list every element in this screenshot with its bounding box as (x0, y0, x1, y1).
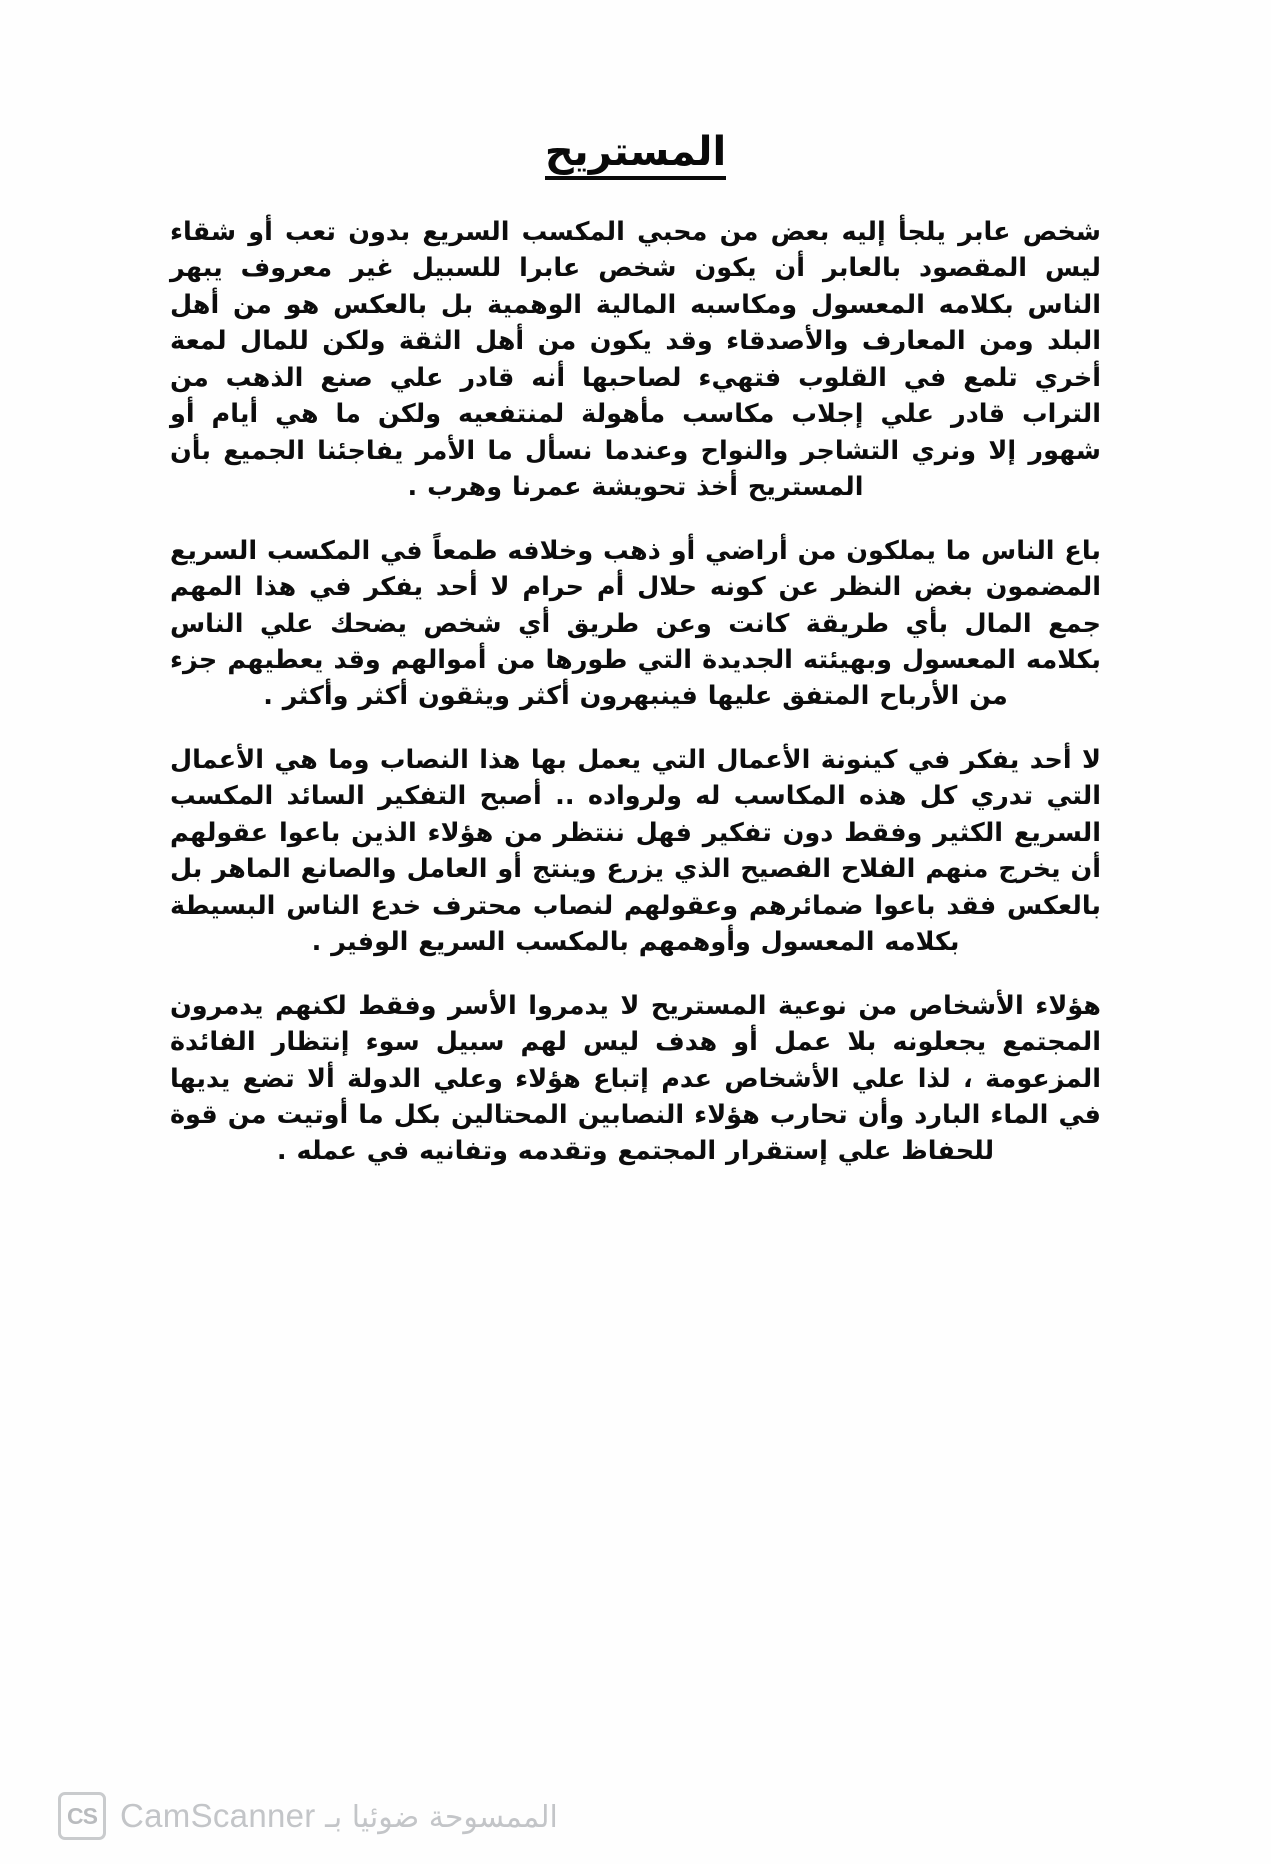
paragraph-2: باع الناس ما يملكون من أراضي أو ذهب وخلافه طمعاً في المكسب السريع المضمون بغض النظر عن كونه حلال أم حرام لا أحد يفكر في هذا المهم جمع المال بأي طريقة كانت وعن طريق أي شخص يضحك علي الناس بكلامه المعسول وبهيئته الجديدة التي طورها من أموالهم وقد يعطيهم جزء من الأرباح المتفق عليها فينبهرون أكثر ويثقون أكثر وأكثر . (170, 535, 1101, 712)
camscanner-logo-icon: CS (58, 1792, 106, 1840)
paragraph-1: شخص عابر يلجأ إليه بعض من محبي المكسب السريع بدون تعب أو شقاء ليس المقصود بالعابر أن يكون شخص عابرا للسبيل غير معروف يبهر الناس بكلامه المعسول ومكاسبه المالية الوهمية بل بالعكس هو من أهل البلد ومن المعارف والأصدقاء وقد يكون من أهل الثقة ولكن للمال لمعة أخري تلمع في القلوب فتهيء لصاحبها أنه قادر علي صنع الذهب من التراب قادر علي إجلاب مكاسب مأهولة لمنتفعيه ولكن ما هي أيام أو شهور إلا ونري التشاجر والنواح وعندما نسأل ما الأمر يفاجئنا الجميع بأن المستريح أخذ تحويشة عمرنا وهرب . (170, 217, 1101, 503)
paragraph-4: هؤلاء الأشخاص من نوعية المستريح لا يدمروا الأسر وفقط لكنهم يدمرون المجتمع يجعلونه بلا عمل أو هدف ليس لهم سبيل سوء إنتظار الفائدة المزعومة ، لذا علي الأشخاص عدم إتباع هؤلاء وعلي الدولة ألا تضع يديها في الماء البارد وأن تحارب هؤلاء النصابين المحتالين بكل ما أوتيت من قوة للحفاظ علي إستقرار المجتمع وتقدمه وتفانيه في عمله . (170, 990, 1101, 1167)
paragraph-3: لا أحد يفكر في كينونة الأعمال التي يعمل بها هذا النصاب وما هي الأعمال التي تدري كل هذه المكاسب له ولرواده .. أصبح التفكير السائد المكسب السريع الكثير وفقط دون تفكير فهل ننتظر من هؤلاء الذين باعوا عقولهم أن يخرج منهم الفلاح الفصيح الذي يزرع وينتج أو العامل والصانع الماهر بل بالعكس فقد باعوا ضمائرهم وعقولهم لنصاب محترف خدع الناس البسيطة بكلامه المعسول وأوهمهم بالمكسب السريع الوفير . (170, 744, 1101, 958)
page-title (170, 130, 1101, 180)
watermark-label (120, 1797, 558, 1835)
camscanner-watermark (0, 1768, 1271, 1864)
page-title-text: المستريح (545, 130, 726, 180)
watermark-arabic-text: الممسوحة ضوئيا بـ (325, 1800, 558, 1835)
watermark-inner (30, 1792, 558, 1840)
watermark-brand: CamScanner (120, 1797, 316, 1834)
